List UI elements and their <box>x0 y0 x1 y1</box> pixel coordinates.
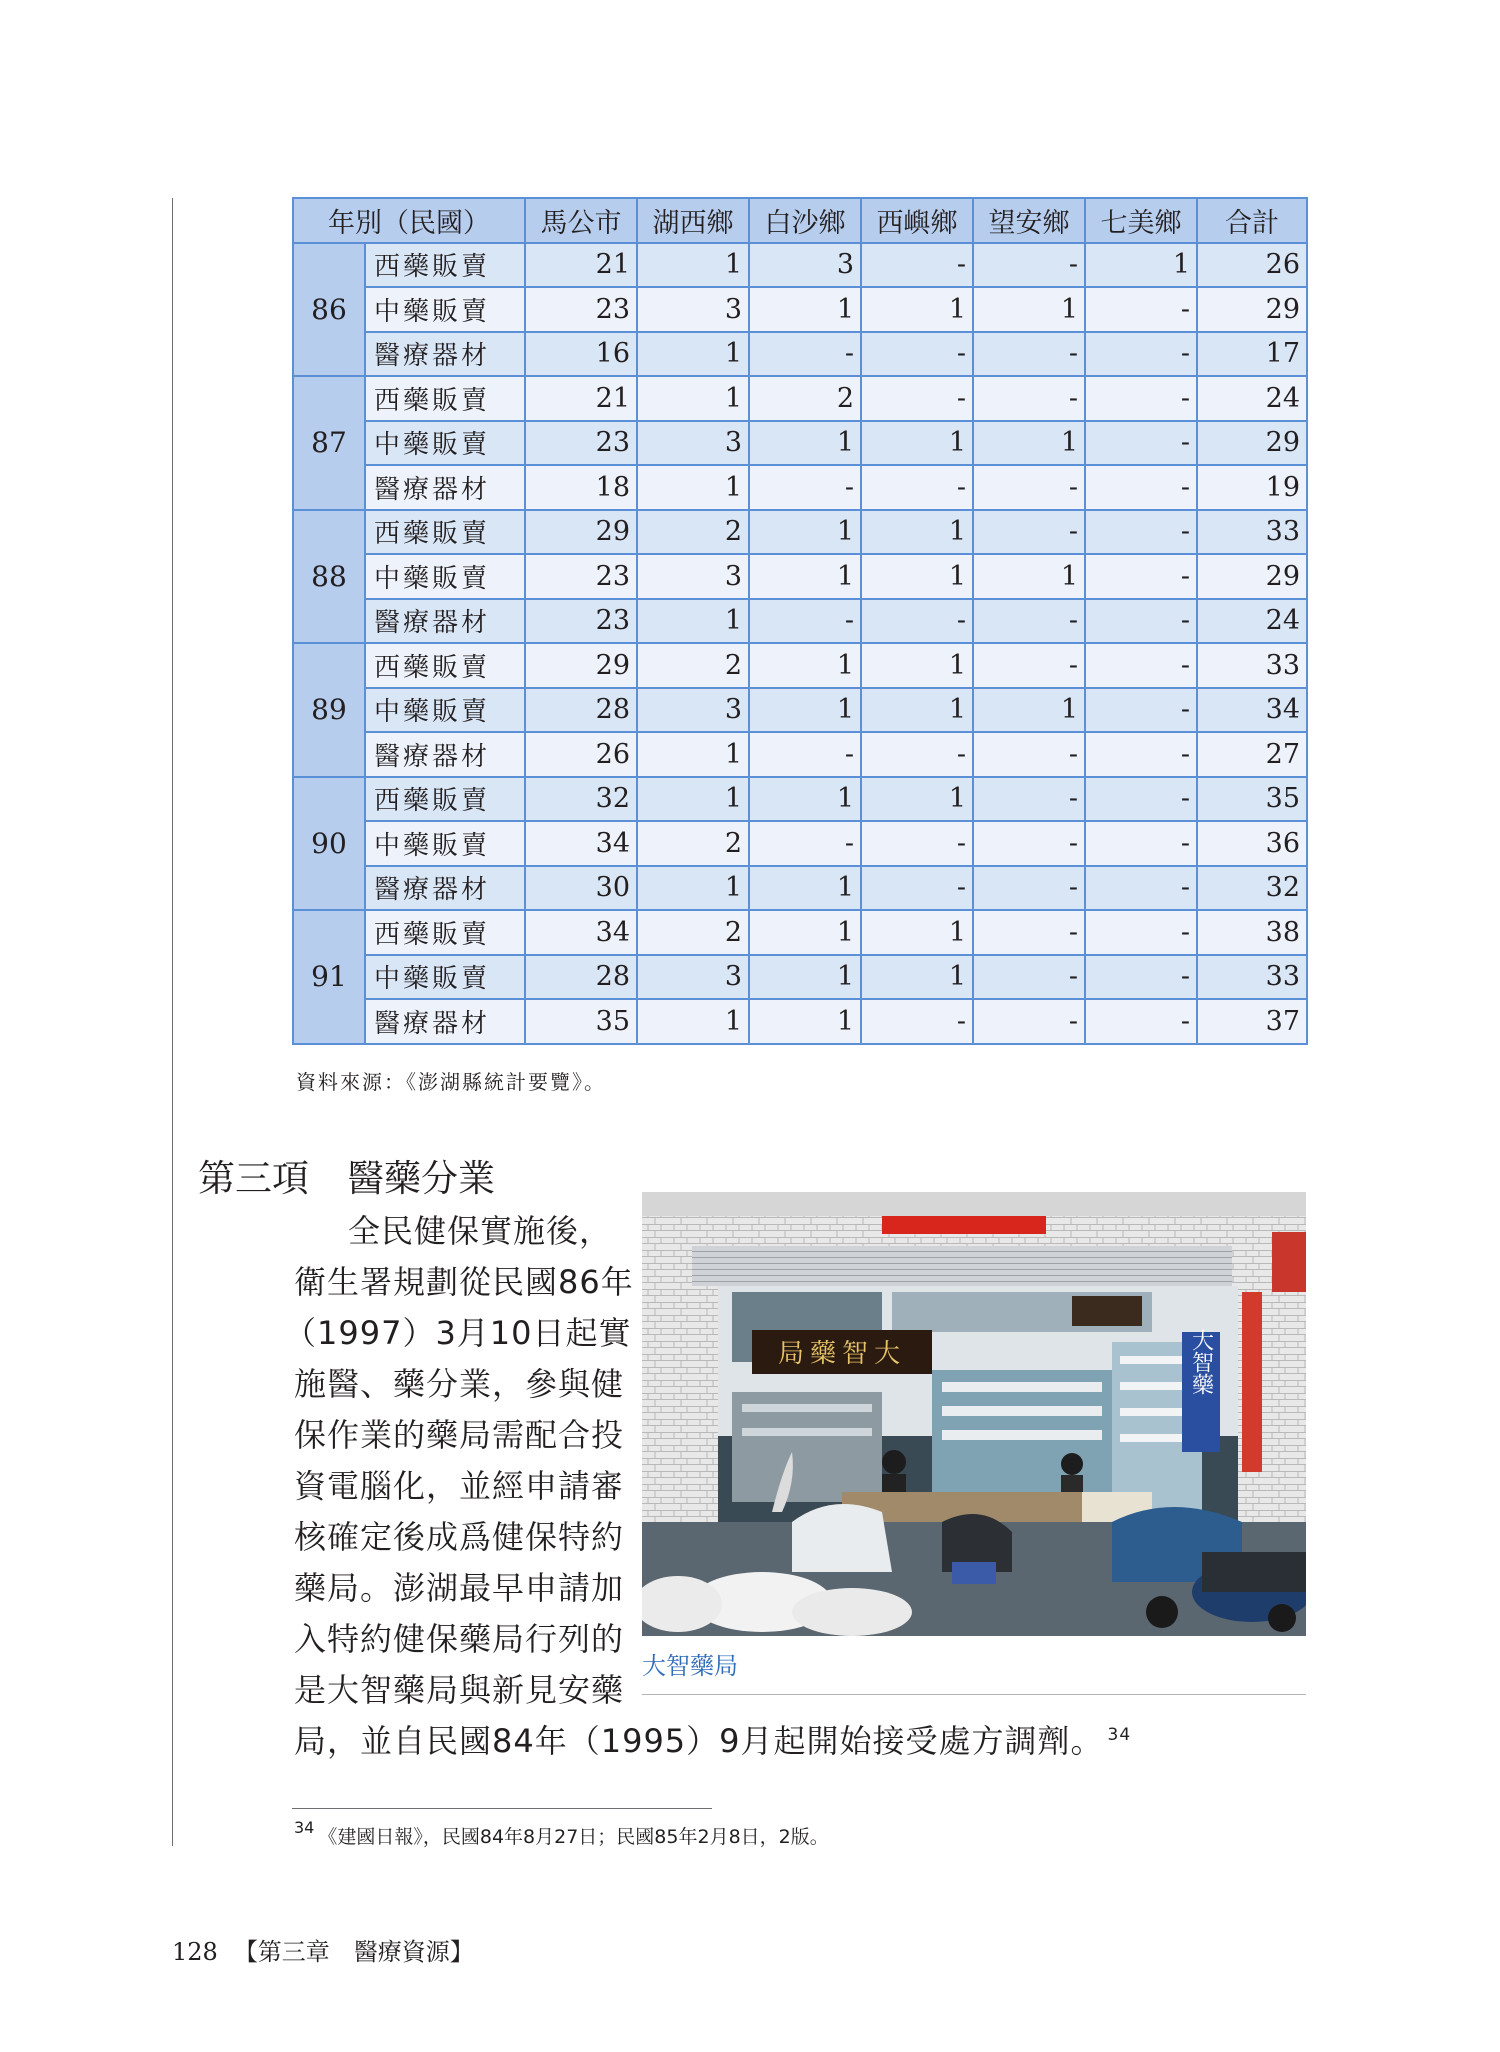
value-cell: 26 <box>525 732 637 777</box>
value-cell: 35 <box>1197 777 1307 822</box>
value-cell: - <box>1085 688 1197 733</box>
value-cell: 18 <box>525 465 637 510</box>
value-cell: - <box>749 821 861 866</box>
caption-rule <box>642 1694 1306 1695</box>
value-cell: - <box>1085 554 1197 599</box>
body-line: 衛生署規劃從民國86年 <box>294 1263 634 1301</box>
value-cell: - <box>973 910 1085 955</box>
value-cell: 1 <box>973 287 1085 332</box>
value-cell: 3 <box>637 554 749 599</box>
value-cell: 1 <box>861 688 973 733</box>
value-cell: 1 <box>637 732 749 777</box>
value-cell: - <box>749 465 861 510</box>
value-cell: - <box>1085 999 1197 1044</box>
table-row <box>293 999 1307 1044</box>
value-cell: 1 <box>749 866 861 911</box>
body-line: 資電腦化，並經申請審 <box>294 1467 625 1505</box>
table-row <box>293 332 1307 377</box>
body-line: 藥局。澎湖最早申請加 <box>294 1569 625 1607</box>
value-cell: 3 <box>637 287 749 332</box>
category-cell: 西藥販賣 <box>365 376 525 421</box>
header-xiyu: 西嶼鄉 <box>861 198 973 243</box>
value-cell: 19 <box>1197 465 1307 510</box>
value-cell: - <box>861 332 973 377</box>
value-cell: 2 <box>749 376 861 421</box>
value-cell: 26 <box>1197 243 1307 288</box>
pharmacy-photo <box>642 1192 1306 1636</box>
chapter-title: 【第三章 醫療資源】 <box>233 1938 474 1966</box>
section-heading <box>198 1148 495 1202</box>
table-row <box>293 421 1307 466</box>
category-cell: 中藥販賣 <box>365 421 525 466</box>
margin-rule <box>172 198 173 1846</box>
category-cell: 西藥販賣 <box>365 243 525 288</box>
value-cell: 1 <box>861 421 973 466</box>
value-cell: - <box>861 866 973 911</box>
value-cell: 33 <box>1197 643 1307 688</box>
value-cell: 3 <box>637 955 749 1000</box>
value-cell: - <box>1085 421 1197 466</box>
value-cell: 24 <box>1197 376 1307 421</box>
body-line: 是大智藥局與新見安藥 <box>294 1671 625 1709</box>
header-total: 合計 <box>1197 198 1307 243</box>
value-cell: 36 <box>1197 821 1307 866</box>
header-huxi: 湖西鄉 <box>637 198 749 243</box>
value-cell: 29 <box>1197 287 1307 332</box>
table-row <box>293 287 1307 332</box>
value-cell: 3 <box>749 243 861 288</box>
value-cell: - <box>1085 599 1197 644</box>
value-cell: 1 <box>861 287 973 332</box>
value-cell: 1 <box>637 777 749 822</box>
body-line: 入特約健保藥局行列的 <box>294 1620 625 1658</box>
section-title: 醫藥分業 <box>347 1157 495 1200</box>
value-cell: 29 <box>1197 421 1307 466</box>
value-cell: 33 <box>1197 510 1307 555</box>
value-cell: 1 <box>749 643 861 688</box>
photo-caption: 大智藥局 <box>642 1652 738 1680</box>
value-cell: 21 <box>525 243 637 288</box>
year-cell: 88 <box>293 510 365 644</box>
category-cell: 醫療器材 <box>365 999 525 1044</box>
value-cell: 34 <box>525 821 637 866</box>
value-cell: - <box>749 332 861 377</box>
year-cell: 89 <box>293 643 365 777</box>
table-header-row <box>293 198 1307 243</box>
table-row <box>293 643 1307 688</box>
value-cell: 1 <box>749 510 861 555</box>
body-line-text: 局，並自民國84年（1995）9月起開始接受處方調劑。 <box>294 1722 1104 1760</box>
year-cell: 91 <box>293 910 365 1044</box>
value-cell: - <box>861 465 973 510</box>
value-cell: 24 <box>1197 599 1307 644</box>
value-cell: 16 <box>525 332 637 377</box>
value-cell: - <box>1085 732 1197 777</box>
value-cell: - <box>1085 821 1197 866</box>
value-cell: 1 <box>637 599 749 644</box>
value-cell: - <box>973 465 1085 510</box>
value-cell: - <box>1085 910 1197 955</box>
value-cell: 1 <box>637 999 749 1044</box>
value-cell: 37 <box>1197 999 1307 1044</box>
value-cell: - <box>1085 777 1197 822</box>
value-cell: 3 <box>637 421 749 466</box>
value-cell: 1 <box>637 465 749 510</box>
header-wangan: 望安鄉 <box>973 198 1085 243</box>
header-qimei: 七美鄉 <box>1085 198 1197 243</box>
year-cell: 87 <box>293 376 365 510</box>
value-cell: 1 <box>973 688 1085 733</box>
value-cell: 17 <box>1197 332 1307 377</box>
value-cell: 21 <box>525 376 637 421</box>
value-cell: 29 <box>1197 554 1307 599</box>
category-cell: 中藥販賣 <box>365 688 525 733</box>
page-number: 128 <box>172 1938 218 1966</box>
value-cell: - <box>973 643 1085 688</box>
value-cell: 1 <box>861 554 973 599</box>
body-line-last <box>294 1716 1131 1762</box>
value-cell: 2 <box>637 510 749 555</box>
category-cell: 中藥販賣 <box>365 287 525 332</box>
side-sign-text: 大智藥 <box>1188 1329 1214 1395</box>
category-cell: 醫療器材 <box>365 599 525 644</box>
value-cell: 1 <box>637 243 749 288</box>
table-row <box>293 866 1307 911</box>
value-cell: 1 <box>861 955 973 1000</box>
value-cell: 28 <box>525 688 637 733</box>
category-cell: 西藥販賣 <box>365 777 525 822</box>
year-cell: 86 <box>293 243 365 377</box>
page-folio <box>172 1932 474 1967</box>
value-cell: - <box>861 376 973 421</box>
table-row <box>293 465 1307 510</box>
value-cell: - <box>1085 465 1197 510</box>
value-cell: 1 <box>637 866 749 911</box>
table-row <box>293 821 1307 866</box>
value-cell: 23 <box>525 421 637 466</box>
year-cell: 90 <box>293 777 365 911</box>
category-cell: 西藥販賣 <box>365 643 525 688</box>
body-line: 保作業的藥局需配合投 <box>294 1416 625 1454</box>
category-cell: 中藥販賣 <box>365 554 525 599</box>
table-row <box>293 510 1307 555</box>
value-cell: 1 <box>861 777 973 822</box>
value-cell: - <box>861 821 973 866</box>
value-cell: 33 <box>1197 955 1307 1000</box>
value-cell: 1 <box>861 910 973 955</box>
category-cell: 中藥販賣 <box>365 821 525 866</box>
value-cell: - <box>973 955 1085 1000</box>
header-magong: 馬公市 <box>525 198 637 243</box>
value-cell: - <box>1085 287 1197 332</box>
footnote-reference[interactable]: 34 <box>1107 1725 1132 1745</box>
value-cell: - <box>1085 376 1197 421</box>
body-line: （1997）3月10日起實 <box>284 1314 632 1352</box>
value-cell: 1 <box>861 643 973 688</box>
value-cell: 23 <box>525 554 637 599</box>
value-cell: - <box>973 243 1085 288</box>
value-cell: - <box>749 732 861 777</box>
value-cell: - <box>861 243 973 288</box>
value-cell: - <box>861 999 973 1044</box>
value-cell: 29 <box>525 643 637 688</box>
body-line: 核確定後成爲健保特約 <box>294 1518 625 1556</box>
table-row <box>293 554 1307 599</box>
value-cell: 1 <box>973 421 1085 466</box>
value-cell: - <box>973 510 1085 555</box>
value-cell: 2 <box>637 910 749 955</box>
red-banner-shape <box>882 1216 1046 1234</box>
category-cell: 西藥販賣 <box>365 510 525 555</box>
value-cell: 1 <box>749 777 861 822</box>
category-cell: 醫療器材 <box>365 866 525 911</box>
value-cell: - <box>973 821 1085 866</box>
section-label: 第三項 <box>198 1157 309 1200</box>
body-line: 施醫、藥分業，參與健 <box>294 1365 625 1403</box>
source-note: 資料來源：《澎湖縣統計要覽》。 <box>296 1070 606 1094</box>
body-line: 全民健保實施後， <box>348 1212 613 1250</box>
value-cell: - <box>1085 332 1197 377</box>
value-cell: - <box>1085 866 1197 911</box>
value-cell: - <box>861 732 973 777</box>
value-cell: 27 <box>1197 732 1307 777</box>
value-cell: 32 <box>525 777 637 822</box>
value-cell: - <box>973 732 1085 777</box>
table-row <box>293 955 1307 1000</box>
table-row <box>293 732 1307 777</box>
value-cell: - <box>973 332 1085 377</box>
value-cell: - <box>1085 643 1197 688</box>
category-cell: 中藥販賣 <box>365 955 525 1000</box>
table-row <box>293 777 1307 822</box>
value-cell: - <box>973 376 1085 421</box>
table-row <box>293 243 1307 288</box>
value-cell: 32 <box>1197 866 1307 911</box>
value-cell: 1 <box>973 554 1085 599</box>
value-cell: 1 <box>749 999 861 1044</box>
category-cell: 西藥販賣 <box>365 910 525 955</box>
value-cell: 1 <box>749 910 861 955</box>
signboard-text: 局藥智大 <box>777 1339 907 1369</box>
footnote-text: 《建國日報》，民國84年8月27日；民國85年2月8日，2版。 <box>318 1826 829 1848</box>
table-row <box>293 376 1307 421</box>
value-cell: 23 <box>525 599 637 644</box>
value-cell: - <box>973 866 1085 911</box>
value-cell: 1 <box>749 554 861 599</box>
value-cell: 2 <box>637 643 749 688</box>
category-cell: 醫療器材 <box>365 732 525 777</box>
value-cell: 1 <box>637 332 749 377</box>
pharmacy-statistics-table <box>292 197 1308 1045</box>
value-cell: 1 <box>1085 243 1197 288</box>
value-cell: 34 <box>525 910 637 955</box>
value-cell: 1 <box>749 688 861 733</box>
footnote-rule <box>292 1808 712 1809</box>
value-cell: 1 <box>637 376 749 421</box>
value-cell: 29 <box>525 510 637 555</box>
value-cell: 28 <box>525 955 637 1000</box>
table-row <box>293 688 1307 733</box>
value-cell: 30 <box>525 866 637 911</box>
header-baisha: 白沙鄉 <box>749 198 861 243</box>
header-year-category: 年別（民國） <box>293 198 525 243</box>
value-cell: - <box>973 777 1085 822</box>
value-cell: 1 <box>749 421 861 466</box>
value-cell: - <box>973 999 1085 1044</box>
value-cell: 34 <box>1197 688 1307 733</box>
value-cell: 1 <box>749 955 861 1000</box>
value-cell: - <box>1085 510 1197 555</box>
value-cell: 1 <box>749 287 861 332</box>
value-cell: 1 <box>861 510 973 555</box>
value-cell: - <box>861 599 973 644</box>
value-cell: 35 <box>525 999 637 1044</box>
footnote <box>294 1818 829 1849</box>
value-cell: 23 <box>525 287 637 332</box>
category-cell: 醫療器材 <box>365 332 525 377</box>
value-cell: 2 <box>637 821 749 866</box>
footnote-marker: 34 <box>294 1818 315 1837</box>
value-cell: - <box>749 599 861 644</box>
category-cell: 醫療器材 <box>365 465 525 510</box>
table-row <box>293 910 1307 955</box>
table-body <box>293 243 1307 1044</box>
value-cell: - <box>973 599 1085 644</box>
value-cell: 38 <box>1197 910 1307 955</box>
table-row <box>293 599 1307 644</box>
value-cell: - <box>1085 955 1197 1000</box>
value-cell: 3 <box>637 688 749 733</box>
